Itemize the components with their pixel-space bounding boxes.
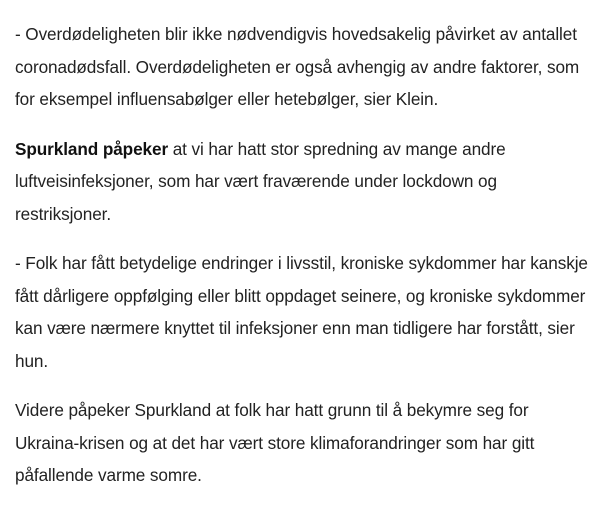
paragraph-quote-spurkland [15,247,592,377]
paragraph-text: at vi har hatt stor spredning av mange andre luftveisinfeksjoner, som har vært fraværende under lockdown og restriksjoner. [15,138,506,224]
paragraph-text: - Folk har fått betydelige endringer i livsstil, kroniske sykdommer har kanskje fått dårligere oppfølging eller blitt oppdaget seinere, og kroniske sykdommer kan være nærmere knyttet til infeksjoner enn man tidligere har forstått, sier hun. [15,253,588,371]
paragraph-quote-klein [15,18,592,116]
paragraph-lead: Spurkland påpeker [15,138,169,159]
paragraph-spurkland-intro [15,133,592,231]
paragraph-spurkland-ukraine [15,394,592,492]
paragraph-text: Videre påpeker Spurkland at folk har hatt grunn til å bekymre seg for Ukraina-krisen og at det har vært store klimaforandringer som har gitt påfallende varme somre. [15,400,535,485]
paragraph-text: - Overdødeligheten blir ikke nødvendigvis hovedsakelig påvirket av antallet coronadødsfall. Overdødeligheten er også avhengig av andre faktorer, som for eksempel influensabølger eller hetebølger, sier Klein. [15,24,580,109]
